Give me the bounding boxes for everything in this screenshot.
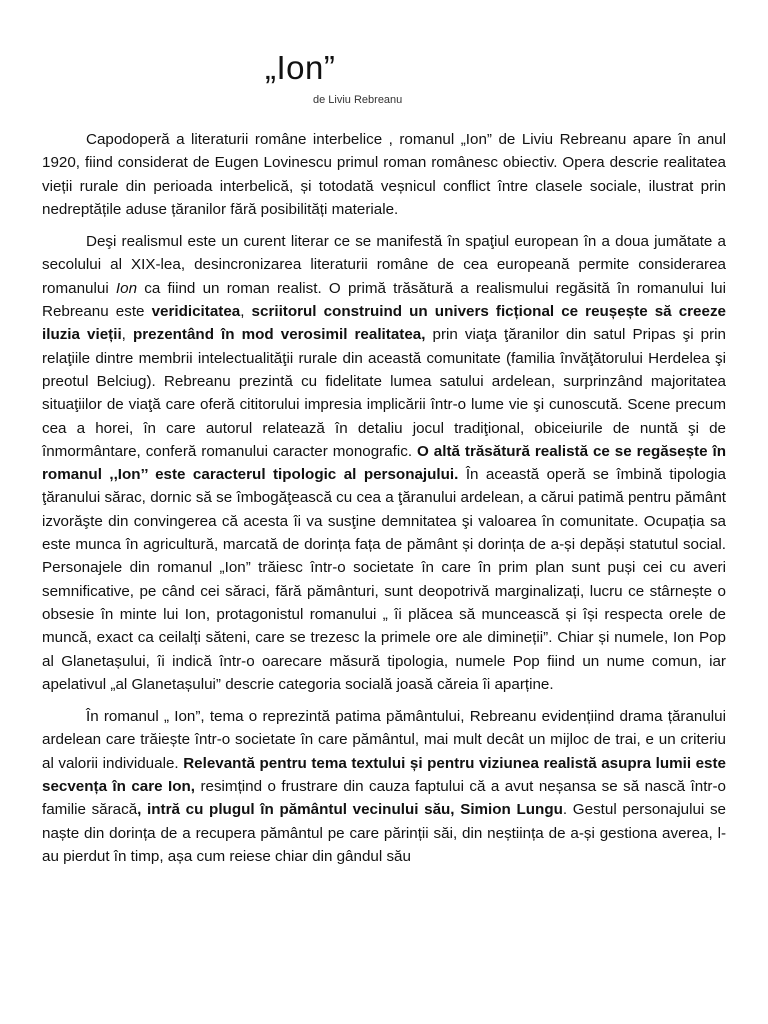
emphasis-bold: veridicitatea [151,303,241,321]
text-run: Deşi realismul este un curent literar ce se manifestă în spaţiul european în a doua jumătate a secolului al XIX-lea, desincronizarea literaturii române de cea europeană permite considerarea romanului [42,233,726,297]
text-run: resimțind o frustrare din cauza faptului că a avut neșansa se să nască într-o familie săracă [42,778,726,819]
text-run: , [121,326,133,344]
paragraph-1 [42,128,726,221]
paragraph-2 [42,230,726,696]
emphasis-bold: scriitorul construind un univers ficțional ce reușește să creeze iluzia vieții [42,303,726,344]
text-run: , [240,303,252,321]
document-title: „Ion” [265,49,336,86]
emphasis-bold: O altă trăsătură realistă ce se regăsește în romanul ,,Ion’’ este caracterul tipologic al personajului. [42,442,727,484]
text-run: Capodoperă a literaturii române interbelice , romanul „Ion” de Liviu Rebreanu apare în anul 1920, fiind considerat de Eugen Lovinescu primul roman românesc obiectiv. Opera descrie realitatea vieții rurale din perioada interbelică, și totodată veșnicul conflict între clasele sociale, ilustrat prin nedreptățile aduse țăranilor fără posibilități materiale. [42,131,726,218]
text-run: În romanul „ Ion”, tema o reprezintă patima pământului, Rebreanu evidențiind drama țăranului ardelean care trăiește într-o societate în care pământul, mai mult decât un mijloc de trai, e un criteriu al valorii individuale. [42,708,726,772]
emphasis-bold: prezentând în mod verosimil realitatea, [132,326,426,344]
document-subtitle: de Liviu Rebreanu [313,94,403,106]
emphasis-bold: , intră cu plugul în pământul vecinului său, Simion Lungu [137,801,563,819]
paragraph-3 [42,705,726,868]
text-run: . Gestul personajului se naște din dorința de a recupera pământul pe care părinții săi, din neștiința de a-și gestiona averea, l-au pierdut în timp, așa cum reiese chiar din gândul său [42,801,726,865]
emphasis-italic: Ion [115,279,138,297]
document-body [42,128,726,877]
text-run: ca fiind un roman realist. O primă trăsătură a realismului regăsită în romanului lui Rebreanu este [42,279,726,321]
emphasis-bold: Relevantă pentru tema textului și pentru viziunea realistă asupra lumii este secvența în care Ion, [42,754,726,796]
text-run: prin viaţa ţăranilor din satul Pripas şi prin relaţiile dintre membrii intelectualităţii rurale din această comunitate (familia învăţătorului Herdelea şi preotul Belciug). Rebreanu prezintă cu fidelitate lumea satului ardelean, surprinzând majoritatea situaţiilor de viaţă care oferă cititorului impresia implicării într-o lume vie şi cunoscută. Scene precum cea a horei, în care autorul relatează în detaliu jocul tradiţional, obiceiurile de nuntă şi de înmormântare, conferă romanului caracter monografic. [42,326,726,460]
text-run: În această operă se îmbină tipologia ţăranului sărac, dornic să se îmbogăţească cu cea a ţăranului ardelean, a cărui patimă pentru pământ izvorăşte din convingerea că acesta îi va susţine demnitatea şi valoarea în comunitate. Ocupația sa este munca în agricultură, marcată de dorința fața de pământ și dorința de a-și depăși statutul social. Personajele din romanul „Ion” trăiesc într-o societate în care în prim plan sunt puși cei cu averi semnificative, pe când cei săraci, fără pământuri, sunt deopotrivă marginalizați, lucru ce stârnește o obsesie în minte lui Ion, protagonistul romanului „ îi plăcea să muncească și își respecta orele de muncă, exact ca ceilalți săteni, care se trezesc la primele ore ale dimineții”. Chiar și numele, Ion Pop al Glanetașului, îi indică într-o oarecare măsură tipologia, numele Pop fiind un nume comun, iar apelativul „al Glanetașului” descrie categoria socială joasă căreia îi aparține. [42,466,726,693]
